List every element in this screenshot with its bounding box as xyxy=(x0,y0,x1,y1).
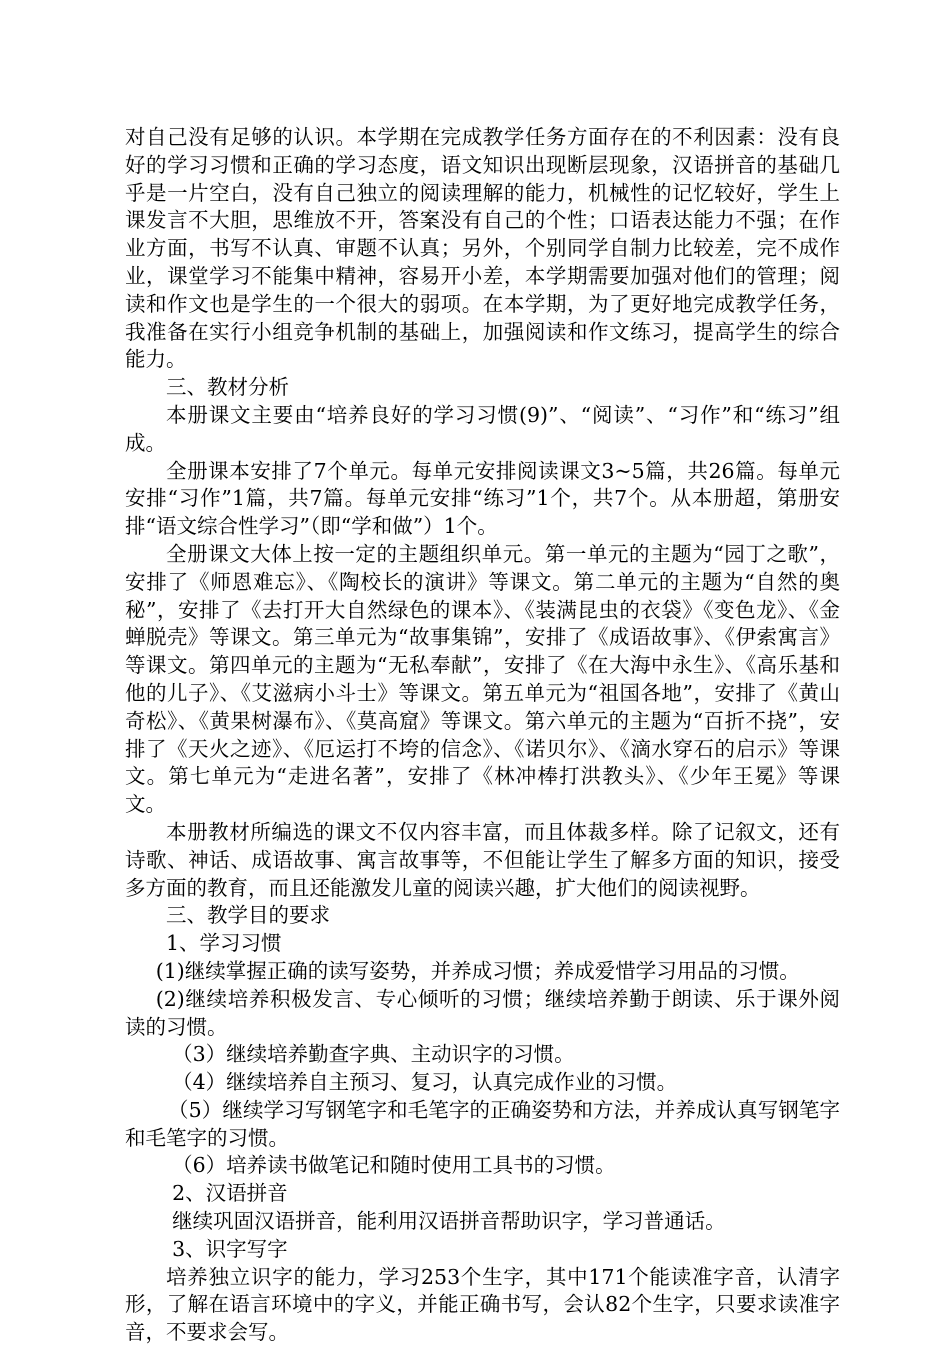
paragraph-unit-arrangement: 全册课本安排了7个单元。每单元安排阅读课文3~5篇，共26篇。每单元安排“习作”1篇，共7篇。每单元安排“练习”1个，共7个。从本册超，第册安排“语文综合性学习”（即“学和做”）1个。 xyxy=(125,458,840,539)
subheading-literacy: 3、识字写字 xyxy=(172,1236,288,1261)
list-item-habit-3: （3）继续培养勤查字典、主动识字的习惯。 xyxy=(172,1042,575,1067)
heading-textbook-analysis: 三、教材分析 xyxy=(166,375,289,400)
paragraph-unit-themes: 全册课文大体上按一定的主题组织单元。第一单元的主题为“园丁之歌”，安排了《师恩难忘》、《陶校长的演讲》等课文。第二单元的主题为“自然的奥秘”，安排了《去打开大自然绿色的课本》、《装满昆虫的衣袋》《变色龙》、《金蝉脱壳》等课文。第三单元为“故事集锦”，安排了《成语故事》、《伊索寓言》等课文。第四单元的主题为“无私奉献”，安排了《在大海中永生》、《高乐基和他的儿子》、《艾滋病小斗士》等课文。第五单元为“祖国各地”，安排了《黄山奇松》、《黄果树瀑布》、《莫高窟》等课文。第六单元的主题为“百折不挠”，安排了《天火之迹》、《厄运打不垮的信念》、《诺贝尔》、《滴水穿石的启示》等课文。第七单元为“走进名著”，安排了《林冲棒打洪教头》、《少年王冕》等课文。 xyxy=(125,541,840,817)
list-item-habit-4: （4）继续培养自主预习、复习，认真完成作业的习惯。 xyxy=(172,1070,678,1095)
heading-teaching-goals: 三、教学目的要求 xyxy=(166,903,330,928)
paragraph-student-analysis: 对自己没有足够的认识。本学期在完成教学任务方面存在的不利因素：没有良好的学习习惯和正确的学习态度，语文知识出现断层现象，汉语拼音的基础几乎是一片空白，没有自己独立的阅读理解的能力，机械性的记忆较好，学生上课发言不大胆，思维放不开，答案没有自己的个性；口语表达能力不强；在作业方面，书写不认真、审题不认真；另外，个别同学自制力比较差，完不成作业，课堂学习不能集中精神，容易开小差，本学期需要加强对他们的管理；阅读和作文也是学生的一个很大的弱项。在本学期，为了更好地完成教学任务，我准备在实行小组竞争机制的基础上，加强阅读和作文练习，提高学生的综合能力。 xyxy=(125,125,840,372)
paragraph-genre-variety: 本册教材所编选的课文不仅内容丰富，而且体裁多样。除了记叙文，还有诗歌、神话、成语故事、寓言故事等，不但能让学生了解多方面的知识，接受多方面的教育，而且还能激发儿童的阅读兴趣，扩大他们的阅读视野。 xyxy=(125,819,840,900)
paragraph-literacy: 培养独立识字的能力，学习253个生字，其中171个能读准字音，认清字形，了解在语言环境中的字义，并能正确书写，会认82个生字，只要求读准字音，不要求会写。 xyxy=(125,1264,840,1345)
document-body xyxy=(125,124,840,1347)
paragraph-pinyin: 继续巩固汉语拼音，能利用汉语拼音帮助识字，学习普通话。 xyxy=(172,1209,726,1234)
list-item-habit-2: (2)继续培养积极发言、专心倾听的习惯；继续培养勤于朗读、乐于课外阅读的习惯。 xyxy=(125,986,840,1039)
subheading-pinyin: 2、汉语拼音 xyxy=(172,1181,288,1206)
paragraph-textbook-parts: 本册课文主要由“培养良好的学习习惯(9)”、“阅读”、“习作”和“练习”组成。 xyxy=(125,402,840,455)
list-item-habit-6: （6）培养读书做笔记和随时使用工具书的习惯。 xyxy=(172,1153,616,1178)
list-item-habit-5: （5）继续学习写钢笔字和毛笔字的正确姿势和方法，并养成认真写钢笔字和毛笔字的习惯。 xyxy=(125,1097,840,1150)
list-item-habit-1: (1)继续掌握正确的读写姿势，并养成习惯；养成爱惜学习用品的习惯。 xyxy=(155,958,800,983)
subheading-study-habits: 1、学习习惯 xyxy=(166,931,282,956)
